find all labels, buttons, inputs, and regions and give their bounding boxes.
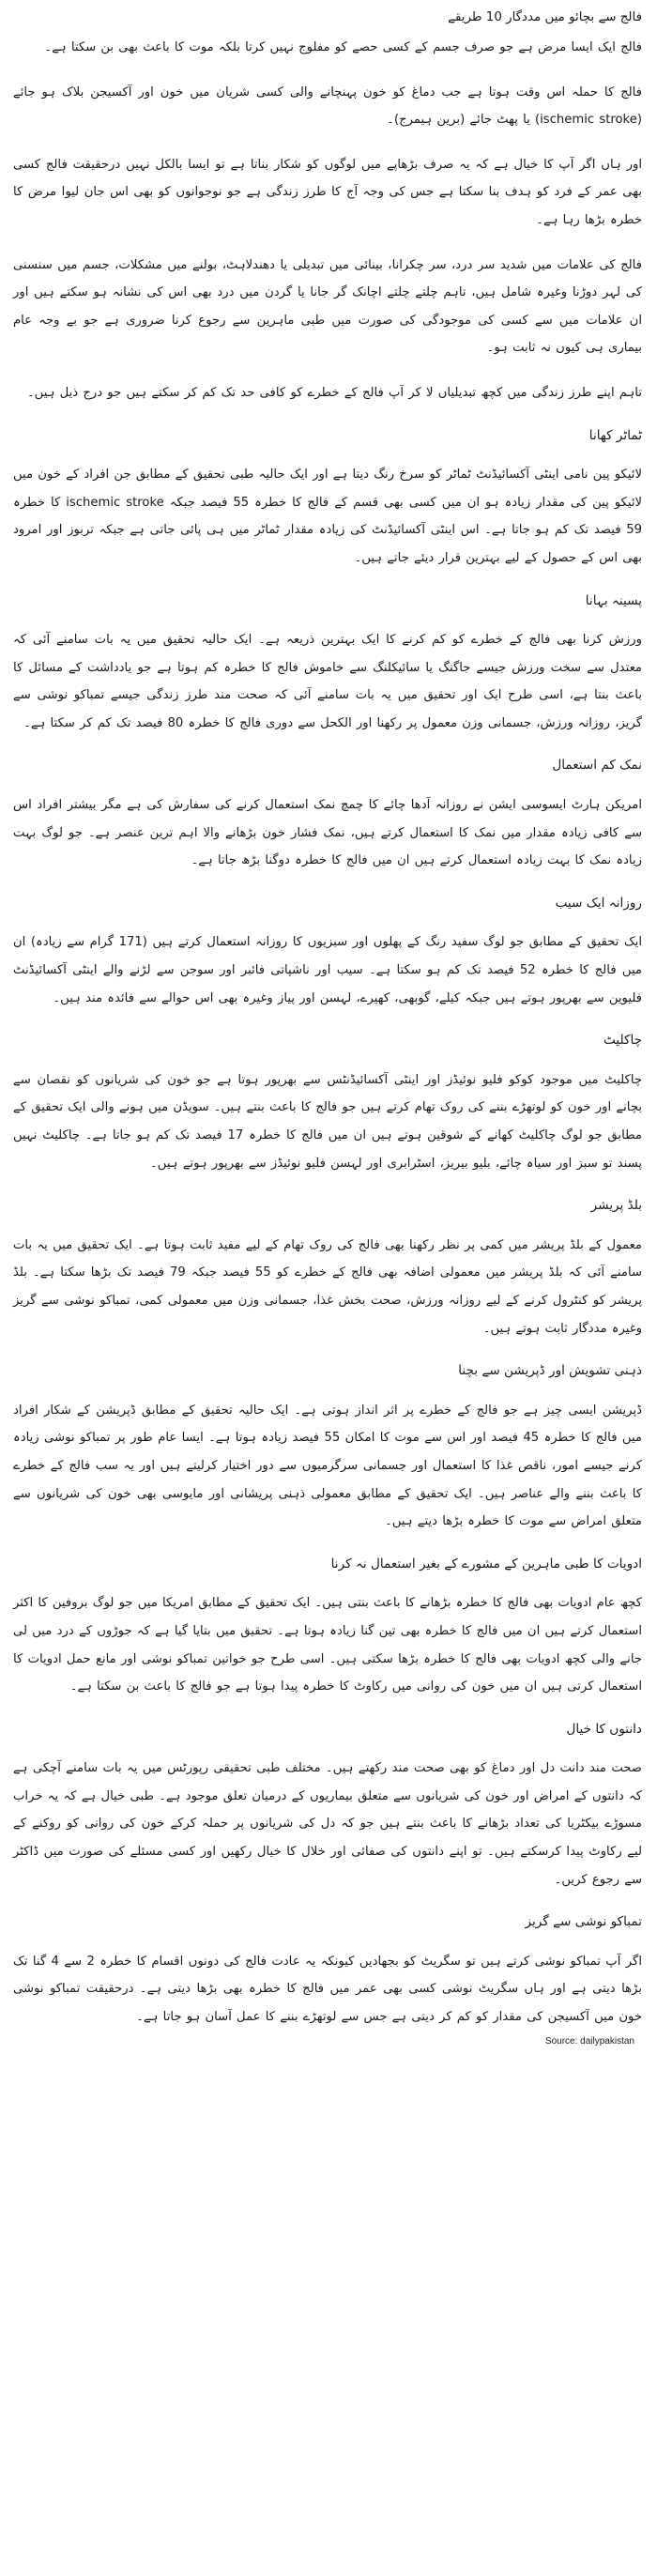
section-heading-blood-pressure: بلڈ پریشر	[590, 1198, 642, 1214]
section-body-depression: ڈپریشن ایسی چیز ہے جو فالج کے خطرے پر اثر انداز ہوتی ہے۔ ایک حالیہ تحقیق کے مطابق ڈپریشن کے شکار افراد میں فالج کا خطرہ 45 فیصد اور اس سے موت کا امکان 55 فیصد زیادہ ہوتا ہے۔ ایسا عام طور پر تمباکو نوشی زیادہ کرنے جیسے امور، ناقص غذا کا استعمال اور جسمانی سرگرمیوں سے دور اختیار کرلیتے ہیں اور یہ سب فالج کے خطرے کا باعث بننے والے عناصر ہیں۔ ایک تحقیق کے مطابق معمولی ذہنی پریشانی اور مایوسی بھی خون کی شریانوں سے متعلق امراض سے موت کا خطرہ بڑھا دیتے ہیں۔	[13, 1403, 642, 1529]
section-body-salt: امریکن ہارٹ ایسوسی ایشن نے روزانہ آدھا چائے کا چمچ نمک استعمال کرنے کی سفارش کی ہے مگر بیشتر افراد اس سے کافی زیادہ مقدار میں نمک کا استعمال کرتے ہیں، نمک فشار خون بڑھانے والا اہم ترین عنصر ہے۔ جو لوگ بہت زیادہ نمک کا بہت زیادہ استعمال کرتے ہیں ان میں فالج کا خطرہ دوگنا بڑھ جاتا ہے۔	[13, 798, 642, 868]
section-body-chocolate: چاکلیٹ میں موجود کوکو فلیو نوئیڈز اور اینٹی آکسائیڈنٹس سے بھرپور ہوتا ہے جو خون کی شریانوں کو نقصان سے بچانے اور خون کو لوتھڑے بننے کی روک تھام کرتے ہیں جو فالج کا باعث بنتے ہیں۔ سویڈن میں ہونے والی ایک تحقیق کے مطابق جو لوگ چاکلیٹ کھانے کے شوقین ہوتے ہیں ان میں فالج کا خطرہ 17 فیصد تک کم ہو جاتا ہے۔ چاکلیٹ نہیں پسند تو سبز اور سیاہ چائے، بلیو بیریز، اسٹرابری اور لہسن فلیو نوئیڈز سے بھرپور ہوتے ہیں۔	[13, 1072, 642, 1171]
section-heading-medication: ادویات کا طبی ماہرین کے مشورے کے بغیر استعمال نہ کرنا	[330, 1556, 642, 1572]
article-intro	[13, 34, 642, 407]
section-body-apple: ایک تحقیق کے مطابق جو لوگ سفید رنگ کے پھلوں اور سبزیوں کا روزانہ استعمال کرتے ہیں (171 گرام سے زیادہ) ان میں فالج کا خطرہ 52 فیصد تک کم ہو سکتا ہے۔ سیب اور ناشپاتی فائبر اور سوجن سے لڑنے والے اینٹی آکسائیڈنٹ فلیوین سے بھرپور ہوتے ہیں جبکہ کیلے، گوبھی، کھیرے، لہسن اور پیاز وغیرہ بھی اس حوالے سے فائدہ مند ہیں۔	[13, 935, 643, 1005]
article-title: فالج سے بچائو میں مددگار 10 طریقے	[448, 10, 642, 24]
section-heading-apple: روزانہ ایک سیب	[555, 895, 642, 911]
section-heading-salt: نمک کم استعمال	[552, 758, 642, 774]
section-heading-depression: ذہنی تشویش اور ڈپریشن سے بچنا	[458, 1363, 642, 1379]
section-body-exercise: ورزش کرنا بھی فالج کے خطرے کو کم کرنے کا ایک بہترین ذریعہ ہے۔ ایک حالیہ تحقیق میں یہ بات سامنے آئی کہ معتدل سے سخت ورزش جیسے جاگنگ یا سائیکلنگ سے خاموش فالج کا خطرہ کم ہوتا ہے جو یادداشت کے مسائل کا باعث بنتا ہے، اسی طرح ایک اور تحقیق میں یہ بات سامنے آئی کہ صحت مند طرز زندگی جیسے تمباکو نوشی سے گریز، روزانہ ورزش، جسمانی وزن معمول پر رکھنا اور الکحل سے دوری فالج کا خطرہ 80 فیصد تک کم کر سکتا ہے۔	[13, 633, 642, 730]
intro-paragraph-4: فالج کی علامات میں شدید سر درد، سر چکرانا، بینائی میں تبدیلی یا دھندلاہٹ، بولنے میں مشکلات، جسم میں سنسنی کی لہر دوڑنا وغیرہ شامل ہیں، تاہم چلتے چلتے اچانک گر جانا یا گردن میں درد بھی اس کی نشانہ ہو سکتے ہیں اور ان علامات میں سے کسی کی موجودگی کی صورت میں طبی ماہرین سے رجوع کرنا ضروری ہے جو بے وجہ عام بیماری ہی کیوں نہ ثابت ہو۔	[13, 257, 642, 356]
section-body-teeth: صحت مند دانت دل اور دماغ کو بھی صحت مند رکھتے ہیں۔ مختلف طبی تحقیقی رپورٹس میں یہ بات سامنے آچکی ہے کہ دانتوں کے امراض اور خون کی شریانوں سے متعلق بیماریوں کے درمیان تعلق موجود ہے۔ طبی خیال ہے کہ یہ خراب مسوڑے بیکٹریا کی تعداد بڑھانے کا باعث بنتے ہیں جو کہ دل کی شریانوں پر حملہ کرکے خون کی روانی کو روکنے کے لیے رکاوٹ پیدا کرسکتے ہیں۔ تو اپنے دانتوں کی صفائی اور خلال کا خیال رکھیں اور کسی مسئلے کی صورت میں ڈاکٹر سے رجوع کریں۔	[13, 1761, 642, 1887]
section-heading-exercise: پسینہ بہانا	[585, 592, 642, 608]
intro-paragraph-5: تاہم اپنے طرز زندگی میں کچھ تبدیلیاں لا کر آپ فالج کے خطرے کو کافی حد تک کم کر سکتے ہیں جو درج ذیل ہیں۔	[26, 385, 642, 400]
section-heading-teeth: دانتوں کا خیال	[566, 1721, 642, 1737]
section-body-blood-pressure: معمول کے بلڈ پریشر میں کمی پر نظر رکھنا بھی فالج کی روک تھام کے لیے مفید ثابت ہوتا ہے۔ ایک تحقیق میں یہ بات سامنے آئی کہ بلڈ پریشر میں معمولی اضافہ بھی فالج کے خطرے کو 55 فیصد جبکہ 79 فیصد تک بڑھا سکتا ہے۔ بلڈ پریشر کو کنٹرول کرنے کے لیے روزانہ ورزش، صحت بخش غذا، جسمانی وزن میں معمولی کمی، تمباکو نوشی سے گریز وغیرہ مددگار ثابت ہوتے ہیں۔	[13, 1237, 643, 1336]
section-heading-smoking: تمباکو نوشی سے گریز	[525, 1914, 642, 1930]
section-body-smoking: اگر آپ تمباکو نوشی کرتے ہیں تو سگریٹ کو بجھادیں کیونکہ یہ عادت فالج کی دونوں اقسام کا خطرہ 2 سے 4 گنا تک بڑھا دیتی ہے اور ہاں سگریٹ نوشی کسی بھی عمر میں فالج کا خطرہ بھی بڑھا دیتی ہے۔ درحقیقت تمباکو نوشی خون میں آکسیجن کی مقدار کو کم کر دیتی ہے جس سے لوتھڑے بننے کا عمل آسان ہو جاتا ہے۔	[13, 1954, 643, 2025]
section-heading-chocolate: چاکلیٹ	[604, 1033, 642, 1049]
intro-paragraph-2: فالج کا حملہ اس وقت ہوتا ہے جب دماغ کو خون پہنچانے والی کسی شریان میں خون اور آکسیجن بلاک ہو جائے (ischemic stroke) یا پھٹ جائے (برین ہیمرج)۔	[13, 84, 642, 128]
source-credit: Source: dailypakistan	[544, 2035, 634, 2047]
intro-paragraph-1: فالج ایک ایسا مرض ہے جو صرف جسم کے کسی حصے کو مفلوج نہیں کرتا بلکہ موت کا باعث بھی بن سکتا ہے۔	[44, 40, 642, 54]
section-body-tomatoes: لائیکو پین نامی اینٹی آکسائیڈنٹ ٹماٹر کو سرخ رنگ دیتا ہے اور ایک حالیہ طبی تحقیق کے مطابق جن افراد کے خون میں لائیکو پین کی مقدار زیادہ ہو ان میں کسی بھی قسم کے فالج کا خطرہ 55 فیصد جبکہ ischemic stroke کا خطرہ 59 فیصد تک کم ہو جاتا ہے۔ اس اینٹی آکسائیڈنٹ کی زیادہ مقدار ٹماٹر میں ہی پائی جاتی ہے جبکہ تربوز اور امرود بھی اس کے حصول کے لیے بہترین قرار دیئے جاتے ہیں۔	[13, 468, 643, 565]
section-body-medication: کچھ عام ادویات بھی فالج کا خطرہ بڑھانے کا باعث بنتی ہیں۔ ایک تحقیق کے مطابق امریکا میں جو لوگ بروفین کا اکثر استعمال کرتے ہیں ان میں فالج کا خطرہ بھی تین گنا زیادہ ہوتا ہے۔ تحقیق میں بتایا گیا ہے کہ جوڑوں کے درد میں لی جانے والی کچھ ادویات بھی فالج کا خطرہ بڑھا سکتی ہیں۔ اسی طرح جو خواتین تمباکو نوشی اور مانع حمل ادویات کا استعمال کرتی ہیں ان میں خون کی روانی میں رکاوٹ کا خطرہ پیدا ہوتا ہے جو فالج کا باعث بن سکتا ہے۔	[13, 1596, 642, 1694]
intro-paragraph-3: اور ہاں اگر آپ کا خیال ہے کہ یہ صرف بڑھاپے میں لوگوں کو شکار بناتا ہے تو ایسا بالکل نہیں درحقیقت فالج کسی بھی عمر کے فرد کو ہدف بنا سکتا ہے جس کی وجہ آج کا طرز زندگی ہے جو نوجوانوں کو بھی اس جان لیوا مرض کا خطرہ بڑھا رہا ہے۔	[13, 157, 642, 227]
section-heading-tomatoes: ٹماٹر کھانا	[588, 427, 642, 443]
